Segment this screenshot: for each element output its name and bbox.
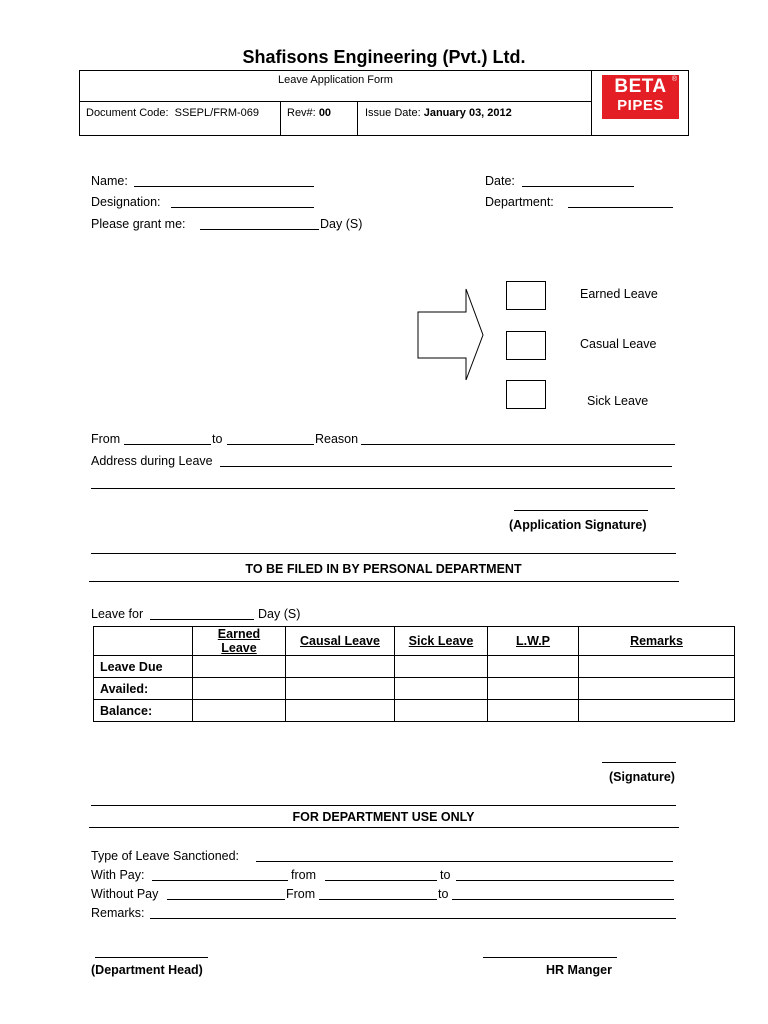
issue-date-label: Issue Date: <box>365 107 421 119</box>
table-cell[interactable] <box>579 656 735 678</box>
designation-field[interactable] <box>171 207 314 208</box>
table-cell[interactable] <box>286 656 395 678</box>
registered-mark: ® <box>671 76 677 83</box>
table-cell[interactable] <box>395 656 488 678</box>
remarks-field[interactable] <box>150 918 676 919</box>
document-code <box>86 107 259 119</box>
with-pay-field[interactable] <box>152 880 288 881</box>
column-header-remarks: Remarks <box>579 627 735 656</box>
logo-cell <box>591 71 690 135</box>
reason-field[interactable] <box>361 444 675 445</box>
signature-label: (Signature) <box>609 770 675 784</box>
without-pay-from-label: From <box>286 887 316 901</box>
row-label-leave-due: Leave Due <box>94 656 193 678</box>
casual-leave-label: Casual Leave <box>580 337 657 351</box>
arrow-right-icon <box>417 288 485 382</box>
casual-leave-checkbox[interactable] <box>506 331 546 360</box>
section-divider <box>89 581 679 582</box>
form-title-row <box>80 71 591 102</box>
table-cell[interactable] <box>579 700 735 722</box>
without-pay-to-label: to <box>438 887 449 901</box>
leave-balance-table <box>93 626 735 722</box>
beta-pipes-logo <box>602 75 679 119</box>
issue-date-value: January 03, 2012 <box>423 107 512 119</box>
company-name: Shafisons Engineering (Pvt.) Ltd. <box>242 47 526 67</box>
table-row <box>94 678 735 700</box>
sick-leave-label: Sick Leave <box>587 394 649 408</box>
column-header-earned-leave: Earned Leave <box>193 627 286 656</box>
without-pay-field[interactable] <box>167 899 285 900</box>
date-label: Date: <box>485 174 515 188</box>
from-label: From <box>91 432 121 446</box>
leave-for-days-field[interactable] <box>150 619 254 620</box>
personal-section-title: TO BE FILED IN BY PERSONAL DEPARTMENT <box>245 562 522 576</box>
reason-label: Reason <box>315 432 359 446</box>
earned-leave-checkbox[interactable] <box>506 281 546 310</box>
document-code-value: SSEPL/FRM-069 <box>174 107 260 119</box>
divider <box>357 101 358 136</box>
date-field[interactable] <box>522 186 634 187</box>
document-code-label: Document Code: <box>86 107 169 119</box>
address-field[interactable] <box>220 466 672 467</box>
with-pay-from-label: from <box>291 868 316 882</box>
designation-label: Designation: <box>91 195 161 209</box>
section-divider <box>91 553 676 554</box>
table-cell[interactable] <box>488 700 579 722</box>
row-label-balance: Balance: <box>94 700 193 722</box>
application-signature-label: (Application Signature) <box>509 518 647 532</box>
without-pay-to-field[interactable] <box>452 899 674 900</box>
department-head-signature-line[interactable] <box>95 957 208 958</box>
to-label: to <box>212 432 223 446</box>
form-title: Leave Application Form <box>278 74 393 86</box>
table-cell[interactable] <box>193 656 286 678</box>
name-field[interactable] <box>134 186 314 187</box>
address-field-line-2[interactable] <box>91 488 675 489</box>
earned-leave-label: Earned Leave <box>580 287 658 301</box>
column-header <box>94 627 193 656</box>
signature-line[interactable] <box>602 762 676 763</box>
document-header-box <box>79 70 689 136</box>
grant-label: Please grant me: <box>91 217 186 231</box>
without-pay-from-field[interactable] <box>319 899 437 900</box>
sick-leave-checkbox[interactable] <box>506 380 546 409</box>
hr-manager-signature-line[interactable] <box>483 957 617 958</box>
table-cell[interactable] <box>395 678 488 700</box>
table-header-row <box>94 627 735 656</box>
to-field[interactable] <box>227 444 314 445</box>
name-label: Name: <box>91 174 128 188</box>
table-cell[interactable] <box>579 678 735 700</box>
table-cell[interactable] <box>193 678 286 700</box>
row-label-availed: Availed: <box>94 678 193 700</box>
with-pay-label: With Pay: <box>91 868 145 882</box>
department-field[interactable] <box>568 207 673 208</box>
department-label: Department: <box>485 195 554 209</box>
application-signature-line[interactable] <box>514 510 648 511</box>
without-pay-label: Without Pay <box>91 887 159 901</box>
divider <box>280 101 281 136</box>
leave-for-label: Leave for <box>91 607 144 621</box>
section-divider <box>91 805 676 806</box>
hr-manager-label: HR Manger <box>546 963 612 977</box>
table-cell[interactable] <box>286 700 395 722</box>
table-cell[interactable] <box>193 700 286 722</box>
from-field[interactable] <box>124 444 211 445</box>
remarks-label: Remarks: <box>91 906 145 920</box>
table-cell[interactable] <box>286 678 395 700</box>
with-pay-from-field[interactable] <box>325 880 437 881</box>
revision-label: Rev#: <box>287 107 316 119</box>
column-header-causal-leave: Causal Leave <box>286 627 395 656</box>
column-header-sick-leave: Sick Leave <box>395 627 488 656</box>
table-row <box>94 700 735 722</box>
address-label: Address during Leave <box>91 454 213 468</box>
issue-date <box>365 107 512 119</box>
grant-days-field[interactable] <box>200 229 319 230</box>
revision <box>287 107 331 119</box>
leave-for-days-label: Day (S) <box>258 607 301 621</box>
table-cell[interactable] <box>488 656 579 678</box>
days-label: Day (S) <box>320 217 363 231</box>
department-head-label: (Department Head) <box>91 963 203 977</box>
leave-type-sanctioned-label: Type of Leave Sanctioned: <box>91 849 240 863</box>
with-pay-to-label: to <box>440 868 451 882</box>
department-section-title: FOR DEPARTMENT USE ONLY <box>292 810 475 824</box>
column-header-lwp: L.W.P <box>488 627 579 656</box>
logo-text-beta: BETA <box>614 76 667 97</box>
leave-type-sanctioned-field[interactable] <box>256 861 673 862</box>
table-row <box>94 656 735 678</box>
with-pay-to-field[interactable] <box>456 880 674 881</box>
section-divider <box>89 827 679 828</box>
revision-value: 00 <box>318 107 332 119</box>
table-cell[interactable] <box>395 700 488 722</box>
logo-text-pipes: PIPES <box>617 97 664 114</box>
table-cell[interactable] <box>488 678 579 700</box>
